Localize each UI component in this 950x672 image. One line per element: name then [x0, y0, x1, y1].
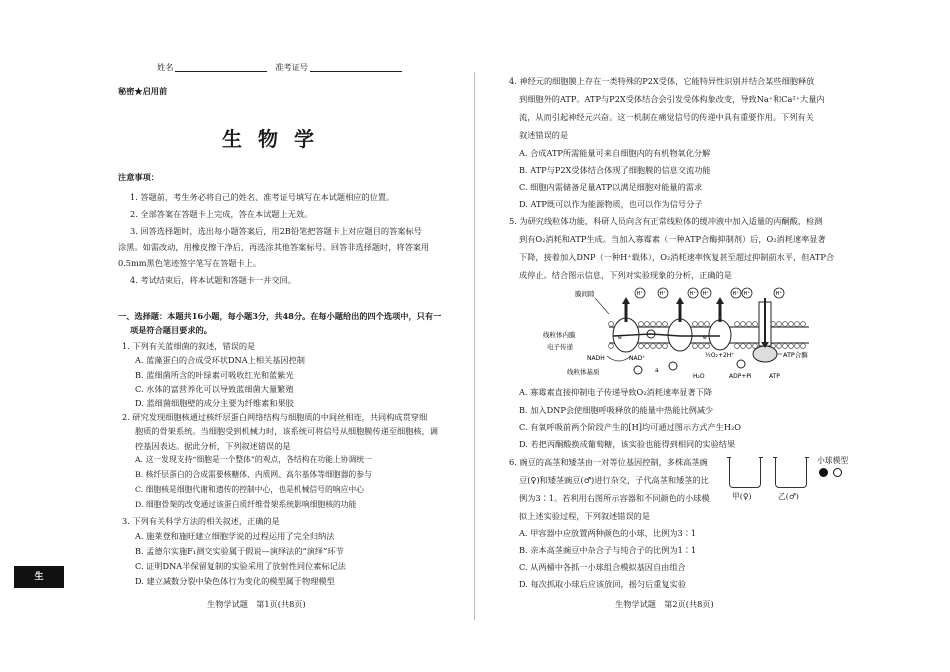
label-adp: ADP+Pi: [729, 373, 752, 380]
lipid-head: [663, 344, 668, 349]
notice-item: 涂黑。如需改动，用橡皮擦干净后，再选涂其他答案标号。回答非选择题时，将答案用: [118, 242, 430, 252]
label-o2: ½O₂+2H⁺: [705, 352, 735, 359]
q5-stem: 到有O₂消耗和ATP生成。当加入寡霉素（一种ATP合酶抑制剂）后，O₂消耗速率显著: [519, 234, 826, 244]
lipid-head: [651, 344, 656, 349]
lipid-head: [801, 322, 806, 327]
h-plus-ion-label: H⁺: [659, 291, 666, 297]
q2-stem: 胞质的骨架系统。当细胞受到机械力时，该系统可将信号从细胞膜传递至细胞核，调: [135, 426, 438, 436]
page-title: 生物学: [222, 127, 330, 151]
arrow-head: [676, 297, 684, 304]
label-nadh: NADH: [587, 355, 605, 362]
q5-option: B. 加入DNP会使细胞呼吸释放的能量中热能比例减少: [519, 405, 714, 415]
notice-item: 0.5mm黑色笔迹签字笔写在答题卡上。: [118, 258, 262, 268]
notice-item: 3. 回答选择题时，选出每小题答案后，用2B铅笔把答题卡上对应题目的答案标号: [130, 226, 422, 236]
lipid-head: [741, 322, 746, 327]
q6-stem: 例为3∶1。若利用右图所示容器和不同颜色的小球模: [519, 493, 710, 503]
jar-female-label: 甲(♀): [732, 492, 752, 501]
label-h2o: H₂O: [693, 373, 705, 380]
q3-stem: 3. 下列有关科学方法的相关叙述，正确的是: [122, 516, 280, 526]
q6-stem: 拟上述实验过程，下列叙述错误的是: [519, 511, 651, 521]
label-matrix: 线粒体基质: [567, 368, 600, 376]
footer-left: 生物学试题 第1页(共8页): [207, 599, 306, 609]
lipid-head: [747, 344, 752, 349]
lipid-head: [747, 322, 752, 327]
lipid-head: [699, 344, 704, 349]
right-page: [475, 0, 950, 672]
label-electron-transport: 电子传递: [547, 343, 573, 351]
q1-option: B. 蓝细菌所含的叶绿素可吸收红光和蓝紫光: [135, 370, 294, 380]
nadh-arrow: [607, 356, 631, 361]
label-nad: NAD⁺: [629, 355, 646, 362]
ball-model-label: 小球模型: [817, 456, 849, 465]
q5-stem: 成停止。结合图示信息，下列对实验现象的分析，正确的是: [519, 270, 732, 280]
q3-option: B. 孟德尔实施F₁测交实验属于假说—演绎法的“演绎”环节: [135, 546, 344, 556]
electron-label-a: e⁻: [618, 334, 625, 341]
q6-stem: 豆(♀)和矮茎豌豆(♂)进行杂交，子代高茎和矮茎的比: [519, 475, 709, 485]
lipid-head: [639, 322, 644, 327]
q6-option: A. 甲容器中应放置两种颜色的小球，比例为3∶1: [519, 528, 697, 538]
notice-item: 4. 考试结束后，将本试题和答题卡一并交回。: [130, 275, 296, 285]
lipid-head: [693, 344, 698, 349]
q4-stem: 叙述错误的是: [519, 130, 569, 140]
lipid-head: [777, 344, 782, 349]
lipid-head: [639, 344, 644, 349]
q2-option: C. 细胞核是细胞代谢和遗传的控制中心，也是机械信号的响应中心: [135, 485, 364, 494]
label-atp-synthase: ATP合酶: [783, 351, 808, 359]
lipid-head: [795, 322, 800, 327]
arrow-head: [716, 297, 724, 304]
arrow-head: [622, 297, 630, 304]
lipid-head: [783, 344, 788, 349]
notice-item: 1. 答题前，考生务必将自己的姓名、准考证号填写在本试题相应的位置。: [130, 192, 395, 202]
lipid-head: [753, 322, 758, 327]
lipid-head: [741, 344, 746, 349]
name-blank: [175, 62, 267, 72]
white-ball-icon: [833, 468, 842, 477]
q4-option: C. 细胞内需储备足量ATP以满足细胞对能量的需求: [519, 182, 703, 192]
electron-label-b: e⁻: [703, 334, 710, 341]
q6-stem: 6. 豌豆的高茎和矮茎由一对等位基因控制，多株高茎豌: [509, 457, 708, 467]
lipid-head: [735, 344, 740, 349]
q5-option: D. 若把丙酮酸换成葡萄糖，该实验也能得到相同的实验结果: [519, 439, 736, 449]
h-plus-ion-label: H⁺: [775, 291, 782, 297]
label-atp: ATP: [769, 373, 780, 380]
atp-synthase-head: [753, 346, 777, 362]
q4-option: A. 合成ATP所需能量可来自细胞内的有机物氧化分解: [519, 148, 711, 158]
exam-id-label: 准考证号: [275, 62, 308, 72]
label-a: a: [655, 367, 659, 374]
lipid-head: [699, 322, 704, 327]
lipid-head: [789, 344, 794, 349]
name-field: [157, 62, 402, 72]
q5-stem: 下降，接着加入DNP（一种H⁺载体），O₂消耗速率恢复甚至超过抑制前水平，但ATP合: [519, 252, 835, 262]
exam-id-blank: [310, 62, 402, 72]
notice-heading: 注意事项：: [118, 172, 159, 182]
q4-stem: 4. 神经元的细胞膜上存在一类特殊的P2X受体，它能特异性识别并结合某些细胞释放: [509, 76, 815, 86]
q2-stem: 控基因表达。据此分析，下列叙述错误的是: [135, 441, 291, 451]
h-plus-matrix-ion: [634, 366, 642, 374]
q1-stem: 1. 下列有关蓝细菌的叙述，错误的是: [122, 341, 256, 351]
lipid-head: [645, 322, 650, 327]
q2-option: B. 核纤层蛋白的合成需要核糖体、内质网、高尔基体等细胞器的参与: [135, 470, 372, 479]
q4-stem: 到细胞外的ATP。ATP与P2X受体结合会引发受体构象改变，导致Na⁺和Ca²⁺大量内: [519, 94, 825, 104]
section-heading: 一、选择题：本题共16小题，每小题3分，共48分。在每小题给出的四个选项中，只有一: [118, 311, 442, 321]
q4-option: B. ATP与P2X受体结合体现了细胞膜的信息交流功能: [519, 165, 711, 175]
lipid-head: [705, 322, 710, 327]
h-plus-matrix-ion: [737, 360, 745, 368]
lipid-head: [801, 344, 806, 349]
q1-option: A. 蓝藻蛋白的合成受环状DNA上相关基因控制: [135, 355, 305, 365]
lipid-head: [693, 322, 698, 327]
q6-option: B. 亲本高茎豌豆中杂合子与纯合子的比例为1∶1: [519, 545, 697, 555]
notice-item: 2. 全部答案在答题卡上完成，答在本试题上无效。: [130, 209, 313, 219]
mitochondria-diagram: [543, 284, 823, 386]
h-plus-ion-label: H⁺: [702, 291, 709, 297]
section-heading: 项是符合题目要求的。: [130, 325, 212, 335]
q2-option: A. 这一发现支持“细胞是一个整体”的观点，各结构在功能上协调统一: [135, 455, 372, 464]
h-plus-matrix-ion: [669, 362, 677, 370]
leader-line: [595, 298, 609, 314]
q2-stem: 2. 研究发现细胞核通过核纤层蛋白网络结构与细胞质的中间丝相连，共同构成贯穿细: [122, 412, 428, 422]
h-plus-ion-label: H⁺: [743, 291, 750, 297]
h-plus-ion-label: H⁺: [732, 291, 739, 297]
q5-stem: 5. 为研究线粒体功能，科研人员向含有正常线粒体的缓冲液中加入适量的丙酮酸，检测: [509, 216, 823, 226]
q4-stem: 流，从而引起神经元兴奋。这一机制在痛觉信号的传递中具有重要作用。下列有关: [519, 112, 814, 122]
lipid-head: [663, 322, 668, 327]
footer-right: 生物学试题 第2页(共8页): [615, 599, 714, 609]
jar-male: [775, 457, 807, 488]
lipid-head: [777, 322, 782, 327]
secret-label: 秘密★启用前: [118, 86, 168, 96]
q5-option: A. 寡霉素直接抑制电子传递导致O₂消耗速率显著下降: [519, 387, 713, 397]
lipid-head: [789, 322, 794, 327]
complex-4: [709, 320, 731, 350]
q3-option: D. 建立减数分裂中染色体行为变化的模型属于物理模型: [135, 576, 335, 586]
lipid-head: [657, 344, 662, 349]
h-plus-ions: [635, 288, 784, 298]
q1-option: C. 水体的富营养化可以导致蓝细菌大量繁殖: [135, 384, 294, 394]
lipid-head: [705, 344, 710, 349]
name-label: 姓名: [157, 62, 174, 72]
q4-option: D. ATP既可以作为能源物质，也可以作为信号分子: [519, 199, 703, 209]
lipid-head: [783, 322, 788, 327]
lipid-head: [735, 322, 740, 327]
lipid-head: [609, 322, 614, 327]
lipid-head: [657, 322, 662, 327]
label-intermembrane: 膜间隙: [575, 290, 595, 298]
q1-option: D. 蓝细菌细胞壁的成分主要为纤维素和果胶: [135, 398, 294, 408]
label-inner-membrane: 线粒体内膜: [543, 331, 576, 339]
h-plus-ion-label: H⁺: [689, 291, 696, 297]
q6-option: C. 从两桶中各抓一小球组合模拟基因自由组合: [519, 562, 686, 572]
subject-tab: 生: [14, 566, 64, 588]
q6-option: D. 每次抓取小球后应该放回，摇匀后重复实验: [519, 579, 687, 589]
lipid-head: [795, 344, 800, 349]
q2-option: D. 细胞骨架的改变通过该蛋白质纤维骨架系统影响细胞核的功能: [135, 500, 357, 509]
q3-option: C. 证明DNA半保留复制的实验采用了放射性同位素标记法: [135, 561, 346, 571]
lipid-head: [651, 322, 656, 327]
jar-female: [729, 457, 761, 488]
q5-option: C. 有氧呼吸前两个阶段产生的[H]均可通过图示方式产生H₂O: [519, 422, 741, 432]
jar-male-label: 乙(♂): [778, 492, 799, 501]
h-plus-ion-label: H⁺: [636, 291, 643, 297]
lipid-head: [609, 344, 614, 349]
q3-option: A. 施莱登和施旺建立细胞学说的过程运用了完全归纳法: [135, 531, 335, 541]
lipid-head: [645, 344, 650, 349]
black-ball-icon: [819, 468, 828, 477]
